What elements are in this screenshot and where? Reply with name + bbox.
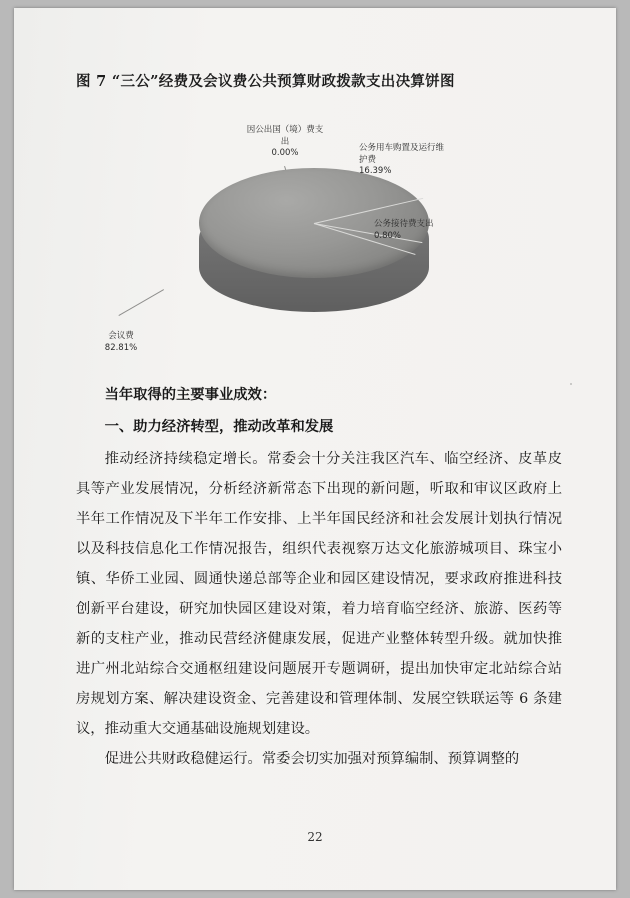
section-heading: 当年取得的主要事业成效：: [104, 387, 277, 403]
pie-chart: [69, 108, 569, 373]
pie-label-hosting: [374, 208, 470, 254]
document-page: [14, 8, 616, 890]
section-subheading: 一、助力经济转型，推动改革和发展: [104, 419, 334, 435]
page-number: 22: [307, 830, 323, 844]
pie-label-meeting-name: 会议费: [108, 331, 134, 342]
pie-label-hosting-name: 公务接待费支出: [374, 219, 434, 230]
leader-line-meeting: [118, 289, 164, 316]
pie-label-meeting: [84, 320, 158, 366]
body-text: [76, 380, 562, 774]
pie-label-meeting-value: 82.81%: [104, 342, 138, 353]
figure-title: 图 7 “三公”经费及会议费公共预算财政拨款支出决算饼图: [76, 73, 455, 90]
pie-label-outbound-value: 0.00%: [271, 148, 299, 159]
page-content: [14, 8, 616, 890]
pie-label-vehicle: [359, 132, 445, 189]
pie-label-vehicle-name: 公务用车购置及运行维护费: [359, 143, 445, 165]
paragraph-1: 推动经济持续稳定增长。常委会十分关注我区汽车、临空经济、皮革皮具等产业发展情况，分析经济新常态下出现的新问题，听取和审议区政府上半年工作情况及下半年工作安排、上半年国民经济和社会发展计划执行情况以及科技信息化工作情况报告，组织代表视察万达文化旅游城项目、珠宝小镇、华侨工业园、圆通快递总部等企业和园区建设情况，要求政府推进科技创新平台建设，研究加快园区建设对策，着力培育临空经济、旅游、医药等新的支柱产业，推动民营经济健康发展，促进产业整体转型升级。就加快推进广州北站综合交通枢纽建设问题展开专题调研，提出加快审定北站综合站房规划方案、解决建设资金、完善建设和管理体制、发展空铁联运等 6 条建议，推动重大交通基础设施规划建设。: [76, 451, 562, 737]
paragraph-2: 促进公共财政稳健运行。常委会切实加强对预算编制、预算调整的: [104, 751, 520, 767]
pie-label-hosting-value: 0.80%: [374, 230, 402, 241]
pie-label-outbound-name: 因公出国（境）费支出: [246, 125, 324, 147]
pie-label-vehicle-value: 16.39%: [359, 166, 392, 177]
pie-label-outbound: [245, 114, 325, 171]
scan-speck: [570, 383, 572, 385]
